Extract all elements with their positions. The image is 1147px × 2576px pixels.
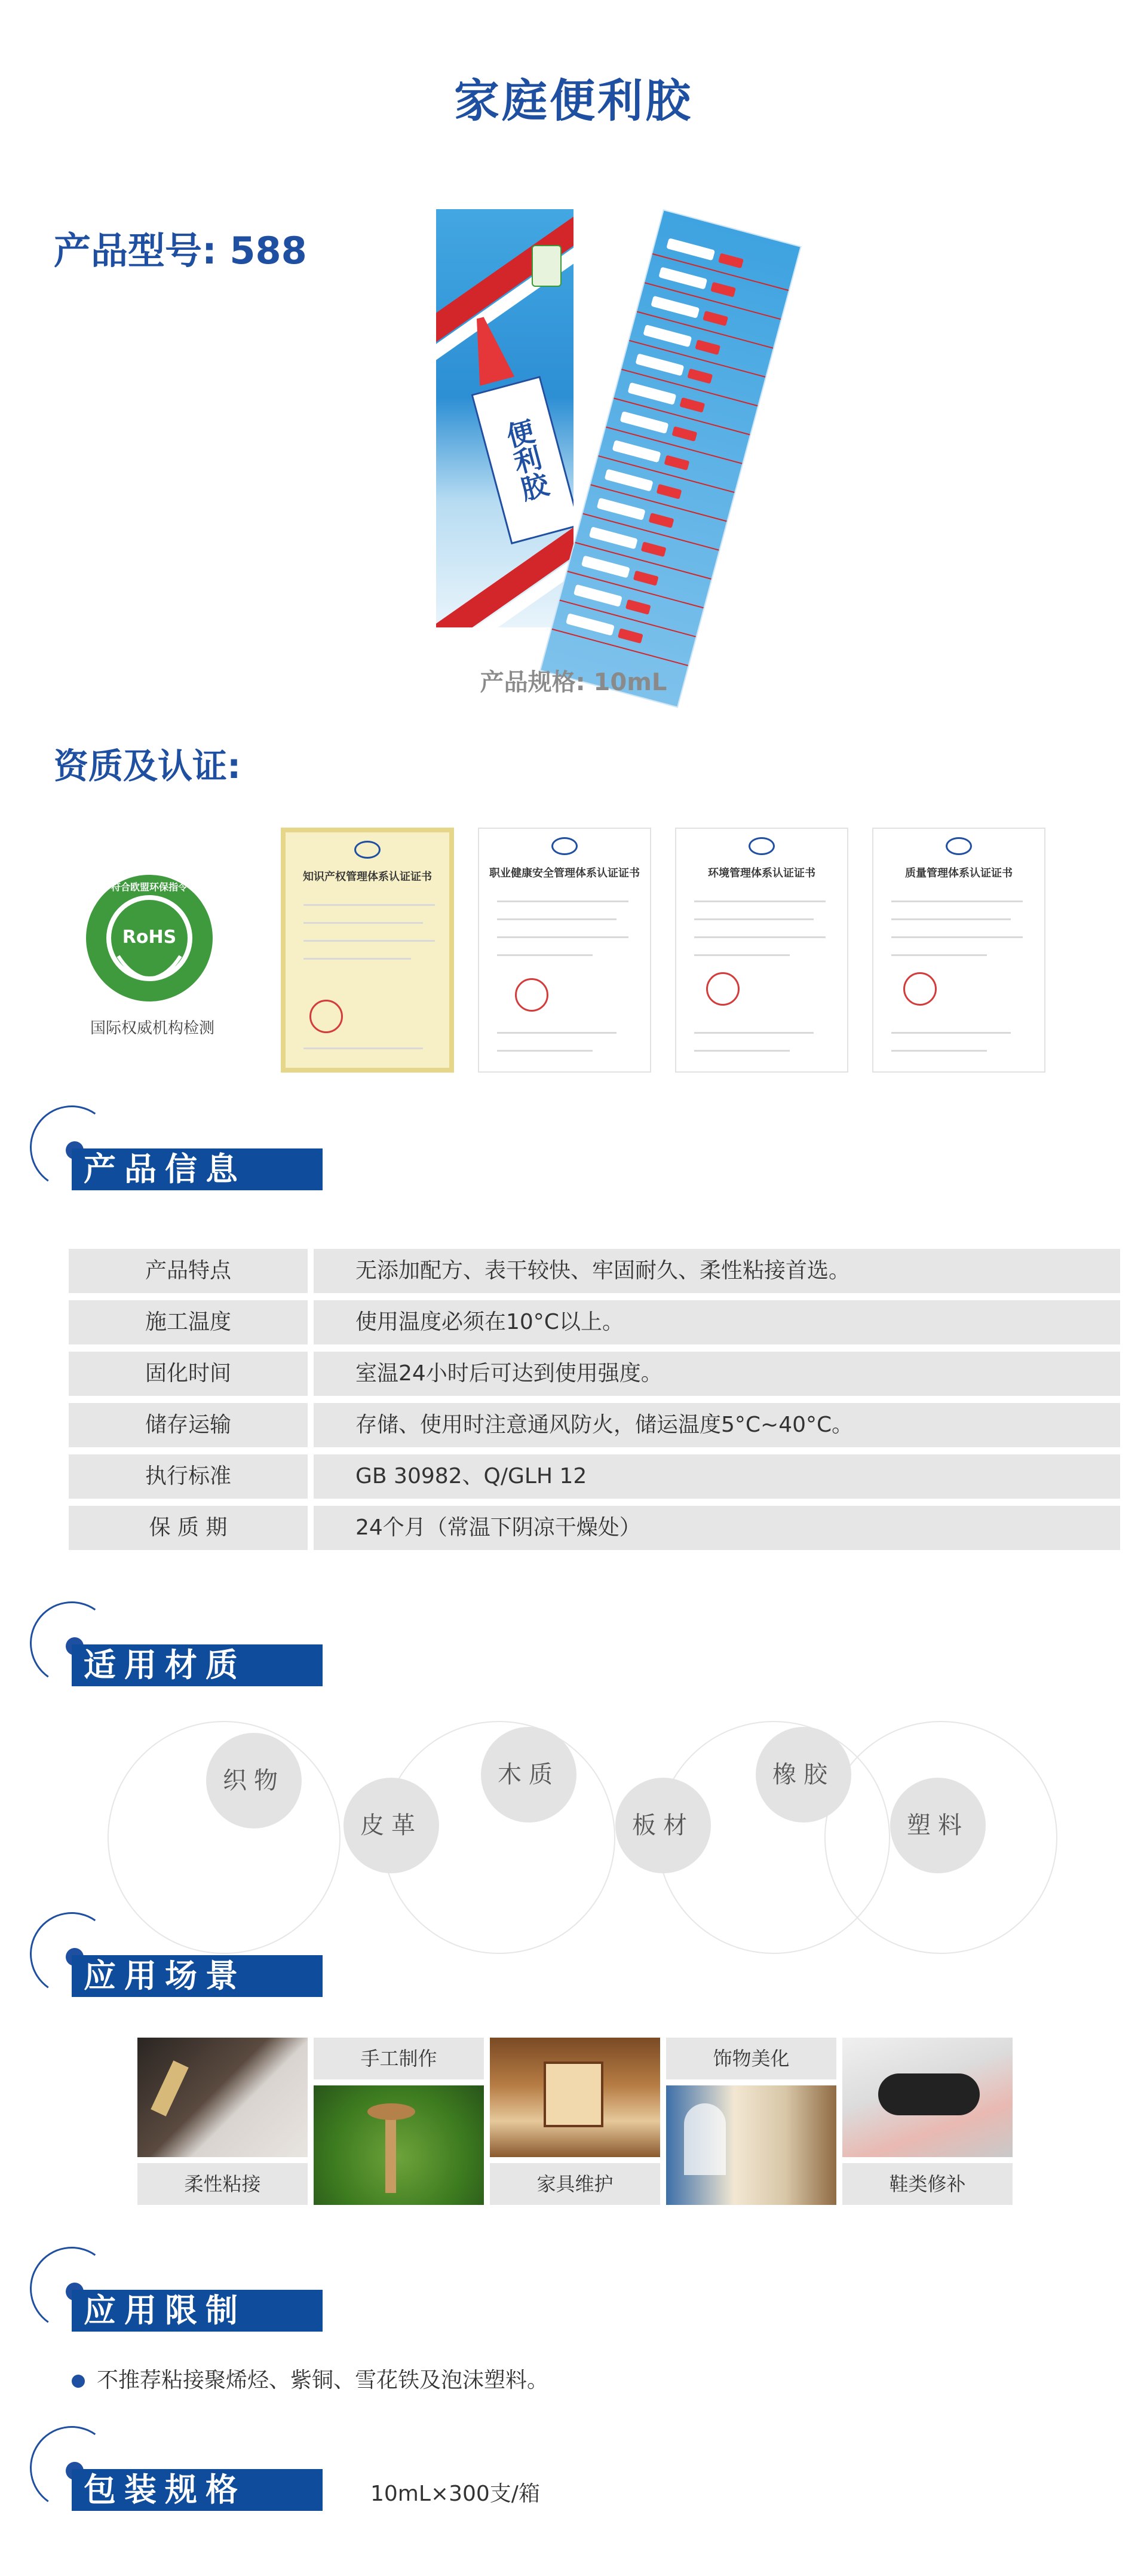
material-item: 板材 [615, 1778, 711, 1873]
info-key: 储存运输 [69, 1403, 308, 1447]
scene-caption: 家具维护 [490, 2163, 660, 2205]
scene-caption: 柔性粘接 [137, 2163, 308, 2205]
section-title: 适用材质 [72, 1644, 323, 1686]
seal-icon [903, 972, 937, 1006]
product-strip-image [539, 209, 802, 708]
section-header-materials [30, 1601, 329, 1703]
info-key: 施工温度 [69, 1300, 308, 1344]
certification-title: 资质及认证: [54, 746, 241, 786]
info-row [69, 1352, 1120, 1396]
material-item: 皮革 [344, 1778, 439, 1873]
section-header-scenes [30, 1912, 329, 2014]
seal-icon [515, 978, 548, 1012]
info-key: 保 质 期 [69, 1506, 308, 1550]
info-key: 产品特点 [69, 1249, 308, 1293]
product-package-image [436, 209, 574, 627]
info-row [69, 1249, 1120, 1293]
cert-logo-icon [749, 837, 775, 855]
limit-item: 不推荐粘接聚烯烃、紫铜、雪花铁及泡沫塑料。 [72, 2363, 548, 2394]
info-key: 执行标准 [69, 1454, 308, 1499]
info-value: 存储、使用时注意通风防火，储运温度5°C~40°C。 [314, 1403, 1120, 1447]
scene-image-furniture [490, 2038, 660, 2157]
info-row [69, 1403, 1120, 1447]
scene-image-decoration [666, 2085, 836, 2205]
rohs-ring-text: 符合欧盟环保指令 [111, 881, 188, 893]
rohs-badge-text: RoHS [122, 927, 177, 948]
cert-logo-icon [354, 841, 381, 859]
certificate-quality: 质量管理体系认证证书 [872, 828, 1045, 1073]
bullet-icon [72, 2375, 85, 2388]
scene-caption: 手工制作 [314, 2038, 484, 2079]
cert-logo-icon [551, 837, 578, 855]
package-label: 便利胶 [471, 376, 574, 544]
cert-logo-icon [946, 837, 972, 855]
info-value: 室温24小时后可达到使用强度。 [314, 1352, 1120, 1396]
section-title: 应用场景 [72, 1955, 323, 1997]
seal-icon [706, 972, 740, 1006]
section-title: 产品信息 [72, 1148, 323, 1190]
product-spec: 产品规格: 10mL [480, 669, 667, 696]
info-value: 24个月（常温下阴凉干燥处） [314, 1506, 1120, 1550]
section-title: 包装规格 [72, 2469, 323, 2511]
certificate-ip: 知识产权管理体系认证证书 [281, 828, 454, 1073]
eco-badge-icon [532, 245, 562, 287]
scene-image-handicraft [314, 2085, 484, 2205]
info-row [69, 1454, 1120, 1499]
page-title: 家庭便利胶 [454, 74, 693, 127]
scene-caption: 饰物美化 [666, 2038, 836, 2079]
info-value: 无添加配方、表干较快、牢固耐久、柔性粘接首选。 [314, 1249, 1120, 1293]
rohs-logo-icon [84, 872, 215, 1004]
product-model: 产品型号: 588 [54, 229, 307, 272]
material-item: 塑料 [890, 1778, 986, 1873]
section-header-packaging [30, 2426, 329, 2528]
scene-caption: 鞋类修补 [842, 2163, 1013, 2205]
certificate-ohs: 职业健康安全管理体系认证证书 [478, 828, 651, 1073]
section-header-limits [30, 2247, 329, 2348]
info-row [69, 1506, 1120, 1550]
scene-image-flexible-bonding [137, 2038, 308, 2157]
info-row [69, 1300, 1120, 1344]
material-item: 橡胶 [756, 1727, 851, 1823]
rohs-caption: 国际权威机构检测 [90, 1019, 214, 1037]
info-value: 使用温度必须在10°C以上。 [314, 1300, 1120, 1344]
packaging-value: 10mL×300支/箱 [370, 2482, 540, 2506]
info-value: GB 30982、Q/GLH 12 [314, 1454, 1120, 1499]
info-key: 固化时间 [69, 1352, 308, 1396]
material-item: 织物 [206, 1733, 302, 1828]
seal-icon [309, 1000, 343, 1033]
section-title: 应用限制 [72, 2290, 323, 2332]
material-item: 木质 [481, 1727, 576, 1823]
section-header-info [30, 1105, 329, 1207]
scene-image-shoe-repair [842, 2038, 1013, 2157]
certificate-env: 环境管理体系认证证书 [675, 828, 848, 1073]
